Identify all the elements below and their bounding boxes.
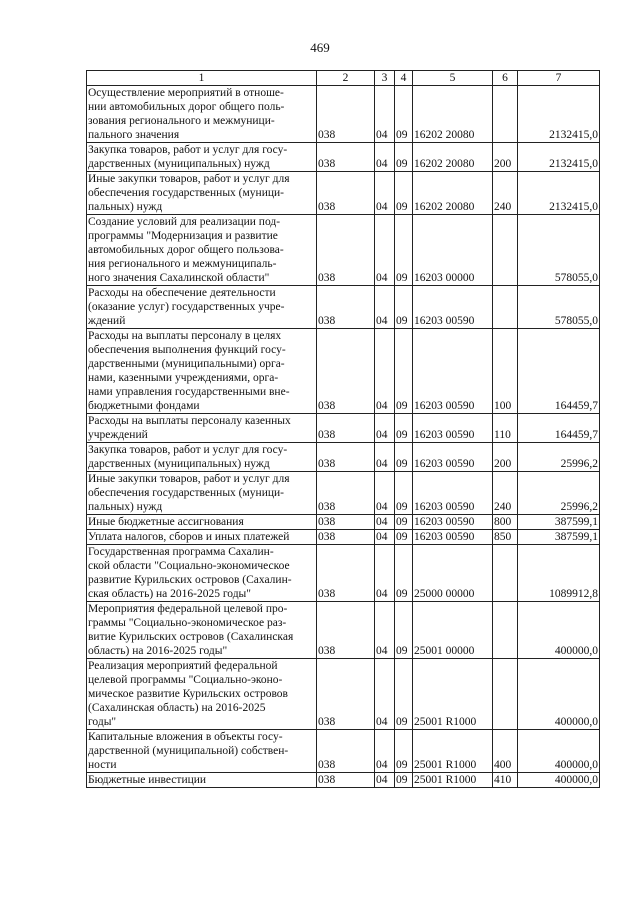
row-subsection-code-cell: 09 — [395, 659, 413, 730]
row-ministry-code-cell: 038 — [317, 602, 375, 659]
row-section-code-cell: 04 — [375, 602, 395, 659]
row-name-cell: Создание условий для реализации под- программы "Модернизация и развитие автомобильных дорог общего пользова- ния регионального и межмуниципаль- ного значения Сахалинской области" — [87, 215, 317, 286]
row-section-code-cell: 04 — [375, 172, 395, 215]
table-row — [87, 414, 600, 443]
row-ministry-code-cell: 038 — [317, 86, 375, 143]
row-target-code-cell: 16203 00590 — [413, 472, 493, 515]
row-target-code-cell: 16203 00590 — [413, 414, 493, 443]
row-name-cell: Осуществление мероприятий в отноше- нии автомобильных дорог общего поль- зования регионального и межмуници- пального значения — [87, 86, 317, 143]
table-row — [87, 602, 600, 659]
row-ministry-code-cell: 038 — [317, 286, 375, 329]
row-name-cell: Бюджетные инвестиции — [87, 773, 317, 788]
row-amount-cell: 2132415,0 — [518, 143, 600, 172]
table-row — [87, 472, 600, 515]
row-amount-cell: 400000,0 — [518, 602, 600, 659]
table-row — [87, 86, 600, 143]
table-row — [87, 443, 600, 472]
row-subsection-code-cell: 09 — [395, 443, 413, 472]
row-subsection-code-cell: 09 — [395, 329, 413, 414]
row-expense-type-cell: 800 — [493, 515, 518, 530]
row-ministry-code-cell: 038 — [317, 443, 375, 472]
row-amount-cell: 25996,2 — [518, 472, 600, 515]
row-section-code-cell: 04 — [375, 329, 395, 414]
row-ministry-code-cell: 038 — [317, 329, 375, 414]
table-row — [87, 329, 600, 414]
row-expense-type-cell: 200 — [493, 143, 518, 172]
row-ministry-code-cell: 038 — [317, 414, 375, 443]
row-subsection-code-cell: 09 — [395, 143, 413, 172]
row-amount-cell: 387599,1 — [518, 515, 600, 530]
row-section-code-cell: 04 — [375, 659, 395, 730]
row-amount-cell: 578055,0 — [518, 215, 600, 286]
row-target-code-cell: 25001 00000 — [413, 602, 493, 659]
table-row — [87, 143, 600, 172]
row-name-cell: Закупка товаров, работ и услуг для госу- дарственных (муниципальных) нужд — [87, 143, 317, 172]
row-amount-cell: 2132415,0 — [518, 86, 600, 143]
row-target-code-cell: 25001 R1000 — [413, 730, 493, 773]
row-ministry-code-cell: 038 — [317, 515, 375, 530]
row-name-cell: Мероприятия федеральной целевой про- граммы "Социально-экономическое раз- витие Курильских островов (Сахалинская область) на 2016-2025 годы" — [87, 602, 317, 659]
row-expense-type-cell: 100 — [493, 329, 518, 414]
row-ministry-code-cell: 038 — [317, 143, 375, 172]
table-row — [87, 286, 600, 329]
row-expense-type-cell — [493, 545, 518, 602]
row-section-code-cell: 04 — [375, 773, 395, 788]
row-section-code-cell: 04 — [375, 443, 395, 472]
row-target-code-cell: 16203 00590 — [413, 515, 493, 530]
row-expense-type-cell — [493, 286, 518, 329]
row-target-code-cell: 16203 00590 — [413, 530, 493, 545]
row-expense-type-cell: 240 — [493, 472, 518, 515]
row-expense-type-cell: 240 — [493, 172, 518, 215]
row-subsection-code-cell: 09 — [395, 414, 413, 443]
row-target-code-cell: 16202 20080 — [413, 86, 493, 143]
row-subsection-code-cell: 09 — [395, 286, 413, 329]
row-name-cell: Иные закупки товаров, работ и услуг для обеспечения государственных (муници- пальных) нужд — [87, 172, 317, 215]
row-name-cell: Расходы на выплаты персоналу казенных учреждений — [87, 414, 317, 443]
row-section-code-cell: 04 — [375, 86, 395, 143]
row-name-cell: Расходы на выплаты персоналу в целях обеспечения выполнения функций госу- дарственными (муниципальными) орга- нами, казенными учреждениями, орга- нами управления государственными вне- бюджетными фондами — [87, 329, 317, 414]
row-expense-type-cell: 400 — [493, 730, 518, 773]
table-body — [87, 86, 600, 788]
table-row — [87, 172, 600, 215]
row-amount-cell: 387599,1 — [518, 530, 600, 545]
row-section-code-cell: 04 — [375, 215, 395, 286]
row-ministry-code-cell: 038 — [317, 659, 375, 730]
table-row — [87, 730, 600, 773]
row-subsection-code-cell: 09 — [395, 86, 413, 143]
row-expense-type-cell: 200 — [493, 443, 518, 472]
table-header-row — [87, 71, 600, 86]
row-expense-type-cell: 110 — [493, 414, 518, 443]
row-name-cell: Государственная программа Сахалин- ской области "Социально-экономическое развитие Курильских островов (Сахалин- ская область) на 2016-2025 годы" — [87, 545, 317, 602]
row-target-code-cell: 25001 R1000 — [413, 659, 493, 730]
row-amount-cell: 164459,7 — [518, 329, 600, 414]
row-target-code-cell: 16202 20080 — [413, 143, 493, 172]
row-target-code-cell: 25000 00000 — [413, 545, 493, 602]
row-section-code-cell: 04 — [375, 414, 395, 443]
column-header: 6 — [493, 71, 518, 86]
row-ministry-code-cell: 038 — [317, 545, 375, 602]
row-amount-cell: 25996,2 — [518, 443, 600, 472]
row-ministry-code-cell: 038 — [317, 215, 375, 286]
table-row — [87, 530, 600, 545]
row-name-cell: Иные бюджетные ассигнования — [87, 515, 317, 530]
row-ministry-code-cell: 038 — [317, 773, 375, 788]
row-expense-type-cell — [493, 215, 518, 286]
row-name-cell: Уплата налогов, сборов и иных платежей — [87, 530, 317, 545]
column-header: 7 — [518, 71, 600, 86]
row-target-code-cell: 16202 20080 — [413, 172, 493, 215]
row-ministry-code-cell: 038 — [317, 172, 375, 215]
row-subsection-code-cell: 09 — [395, 172, 413, 215]
row-subsection-code-cell: 09 — [395, 545, 413, 602]
row-expense-type-cell — [493, 659, 518, 730]
page-number: 469 — [310, 40, 330, 55]
row-name-cell: Закупка товаров, работ и услуг для госу- дарственных (муниципальных) нужд — [87, 443, 317, 472]
row-target-code-cell: 16203 00590 — [413, 286, 493, 329]
table-row — [87, 515, 600, 530]
row-name-cell: Реализация мероприятий федеральной целевой программы "Социально-эконо- мическое развитие Курильских островов (Сахалинская область) на 2016-2025 годы" — [87, 659, 317, 730]
row-ministry-code-cell: 038 — [317, 730, 375, 773]
row-amount-cell: 578055,0 — [518, 286, 600, 329]
row-section-code-cell: 04 — [375, 530, 395, 545]
row-subsection-code-cell: 09 — [395, 515, 413, 530]
row-section-code-cell: 04 — [375, 515, 395, 530]
row-subsection-code-cell: 09 — [395, 773, 413, 788]
row-amount-cell: 400000,0 — [518, 773, 600, 788]
row-target-code-cell: 16203 00000 — [413, 215, 493, 286]
column-header: 1 — [87, 71, 317, 86]
row-name-cell: Расходы на обеспечение деятельности (оказание услуг) государственных учре- ждений — [87, 286, 317, 329]
table-row — [87, 545, 600, 602]
row-expense-type-cell — [493, 86, 518, 143]
row-expense-type-cell — [493, 602, 518, 659]
row-amount-cell: 1089912,8 — [518, 545, 600, 602]
row-amount-cell: 400000,0 — [518, 730, 600, 773]
row-section-code-cell: 04 — [375, 545, 395, 602]
column-header: 5 — [413, 71, 493, 86]
row-section-code-cell: 04 — [375, 143, 395, 172]
row-ministry-code-cell: 038 — [317, 530, 375, 545]
row-expense-type-cell: 850 — [493, 530, 518, 545]
row-subsection-code-cell: 09 — [395, 215, 413, 286]
column-header: 2 — [317, 71, 375, 86]
table-row — [87, 215, 600, 286]
row-subsection-code-cell: 09 — [395, 530, 413, 545]
row-name-cell: Капитальные вложения в объекты госу- дарственной (муниципальной) собствен- ности — [87, 730, 317, 773]
row-subsection-code-cell: 09 — [395, 472, 413, 515]
row-target-code-cell: 16203 00590 — [413, 443, 493, 472]
budget-table — [86, 70, 600, 788]
row-amount-cell: 2132415,0 — [518, 172, 600, 215]
row-target-code-cell: 25001 R1000 — [413, 773, 493, 788]
row-target-code-cell: 16203 00590 — [413, 329, 493, 414]
row-ministry-code-cell: 038 — [317, 472, 375, 515]
column-header: 4 — [395, 71, 413, 86]
row-section-code-cell: 04 — [375, 286, 395, 329]
table-row — [87, 773, 600, 788]
row-expense-type-cell: 410 — [493, 773, 518, 788]
row-amount-cell: 400000,0 — [518, 659, 600, 730]
row-amount-cell: 164459,7 — [518, 414, 600, 443]
column-header: 3 — [375, 71, 395, 86]
row-subsection-code-cell: 09 — [395, 602, 413, 659]
row-subsection-code-cell: 09 — [395, 730, 413, 773]
row-section-code-cell: 04 — [375, 730, 395, 773]
table-row — [87, 659, 600, 730]
row-name-cell: Иные закупки товаров, работ и услуг для обеспечения государственных (муници- пальных) нужд — [87, 472, 317, 515]
row-section-code-cell: 04 — [375, 472, 395, 515]
